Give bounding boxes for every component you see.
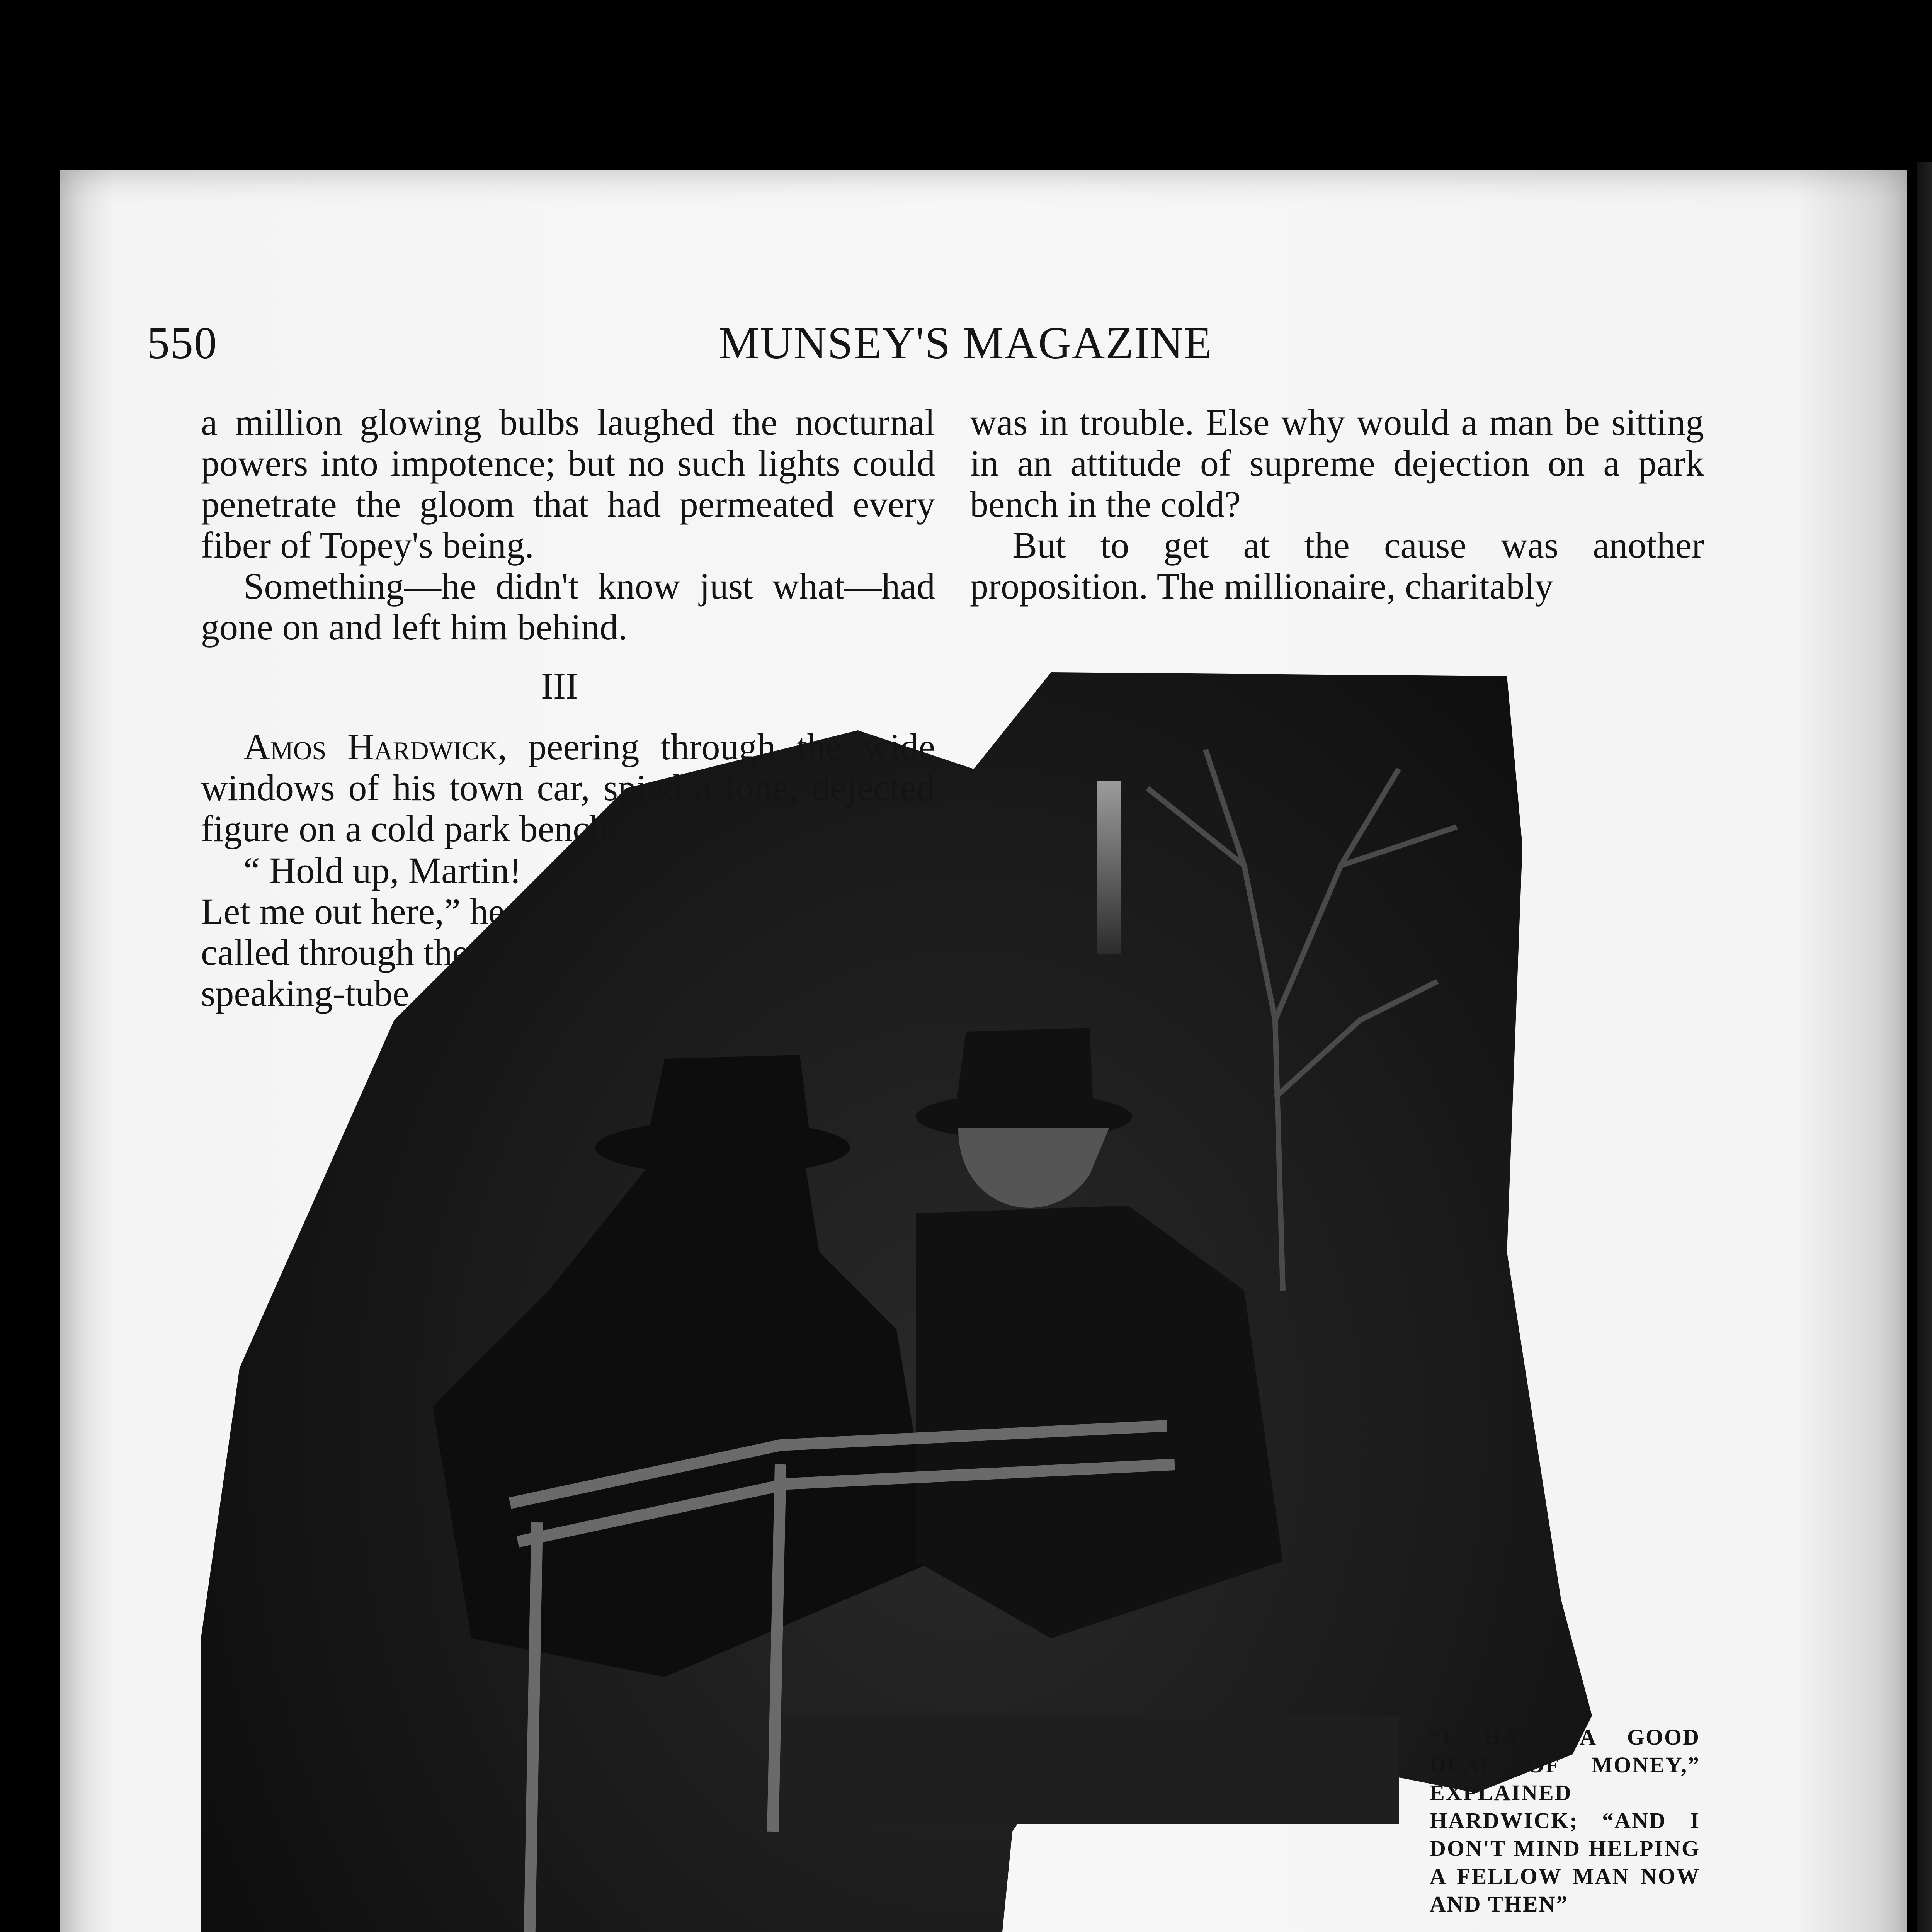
facing-page-edge (1917, 162, 1932, 1932)
street-lamp-glow (1097, 781, 1121, 954)
paragraph (201, 850, 587, 1014)
section-opening-narrow (201, 850, 587, 1014)
paragraph: was in trouble. Else why would a man be sitting in an attitude of supreme dejection on a park bench in the cold? (970, 401, 1704, 525)
line: speaking-tube. (201, 973, 418, 1014)
bench-seat (781, 1716, 1399, 1824)
page-number: 550 (147, 318, 218, 368)
line: “ Hold up, Martin! (243, 850, 522, 891)
character-name: Amos Hardwick, (243, 726, 507, 767)
right-column-top (970, 402, 1704, 607)
illustration-caption: “I HAVE A GOOD DEAL OF MONEY,” EXPLAINED HARDWICK; “AND I DON'T MIND HELPING A FELLOW MAN NOW AND THEN” (1430, 1725, 1700, 1917)
magazine-title: MUNSEY'S MAGAZINE (719, 318, 1213, 368)
left-column-top (201, 402, 935, 648)
paragraph (201, 726, 935, 849)
line: called through the (201, 932, 469, 973)
paragraph: a million glowing bulbs laughed the nocturnal powers into impotence; but no such lights could penetrate the gloom that had permeated every fiber of Topey's being. (201, 401, 935, 566)
paragraph: Something—he didn't know just what—had gone on and left him behind. (201, 565, 935, 648)
paragraph-text: peering through the wide windows of his town car, spied a lone, dejected figure on a cold park bench. (201, 726, 935, 849)
paragraph: But to get at the cause was another proposition. The millionaire, charitably (970, 524, 1704, 607)
section-opening-wide (201, 726, 935, 849)
section-number: III (541, 665, 578, 707)
running-head (147, 317, 1731, 379)
line: Let me out here,” he (201, 891, 505, 932)
